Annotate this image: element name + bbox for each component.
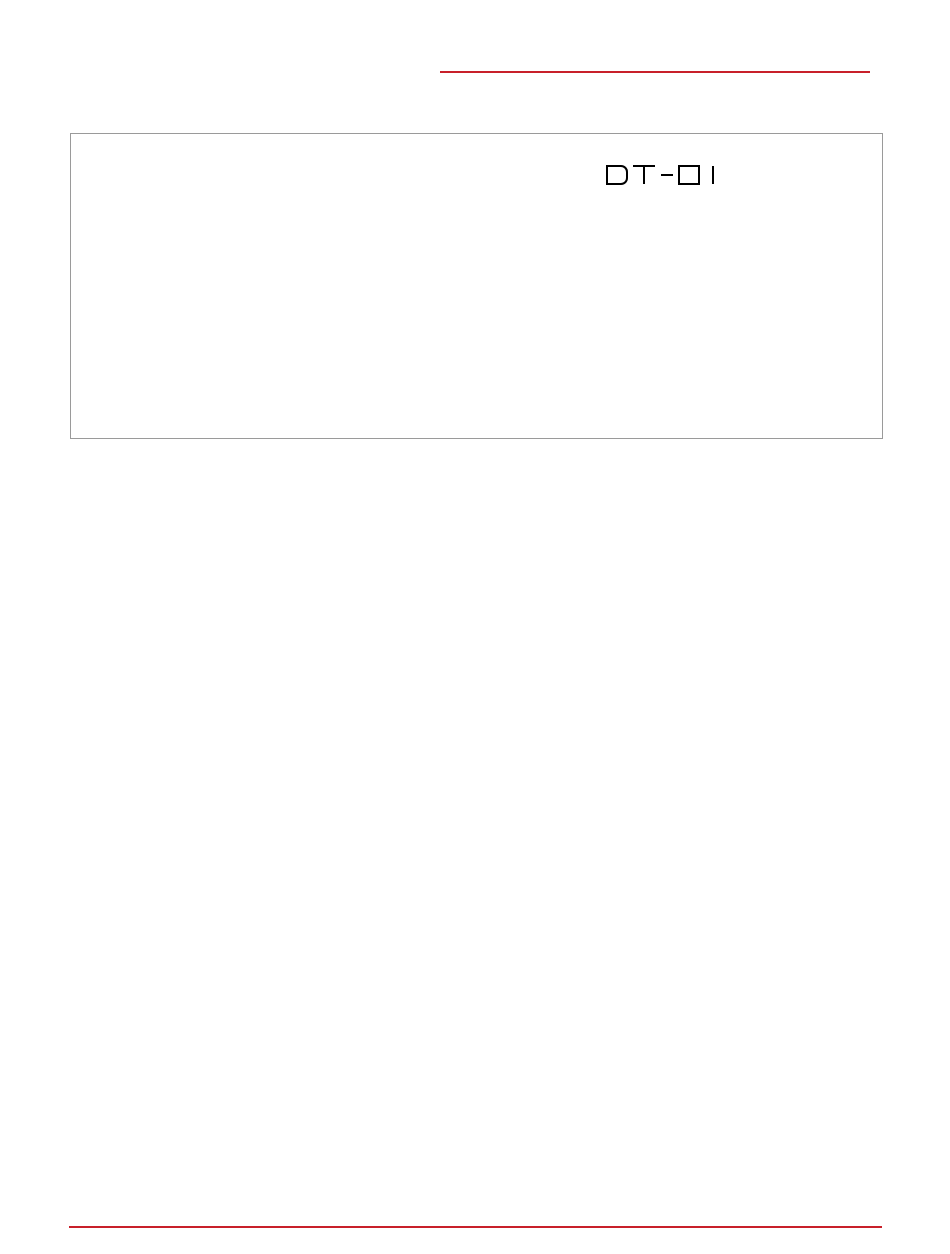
header-rule [440, 71, 870, 73]
footer-rule [69, 1226, 882, 1228]
synth-panel [70, 133, 883, 439]
model-logo [605, 164, 730, 186]
